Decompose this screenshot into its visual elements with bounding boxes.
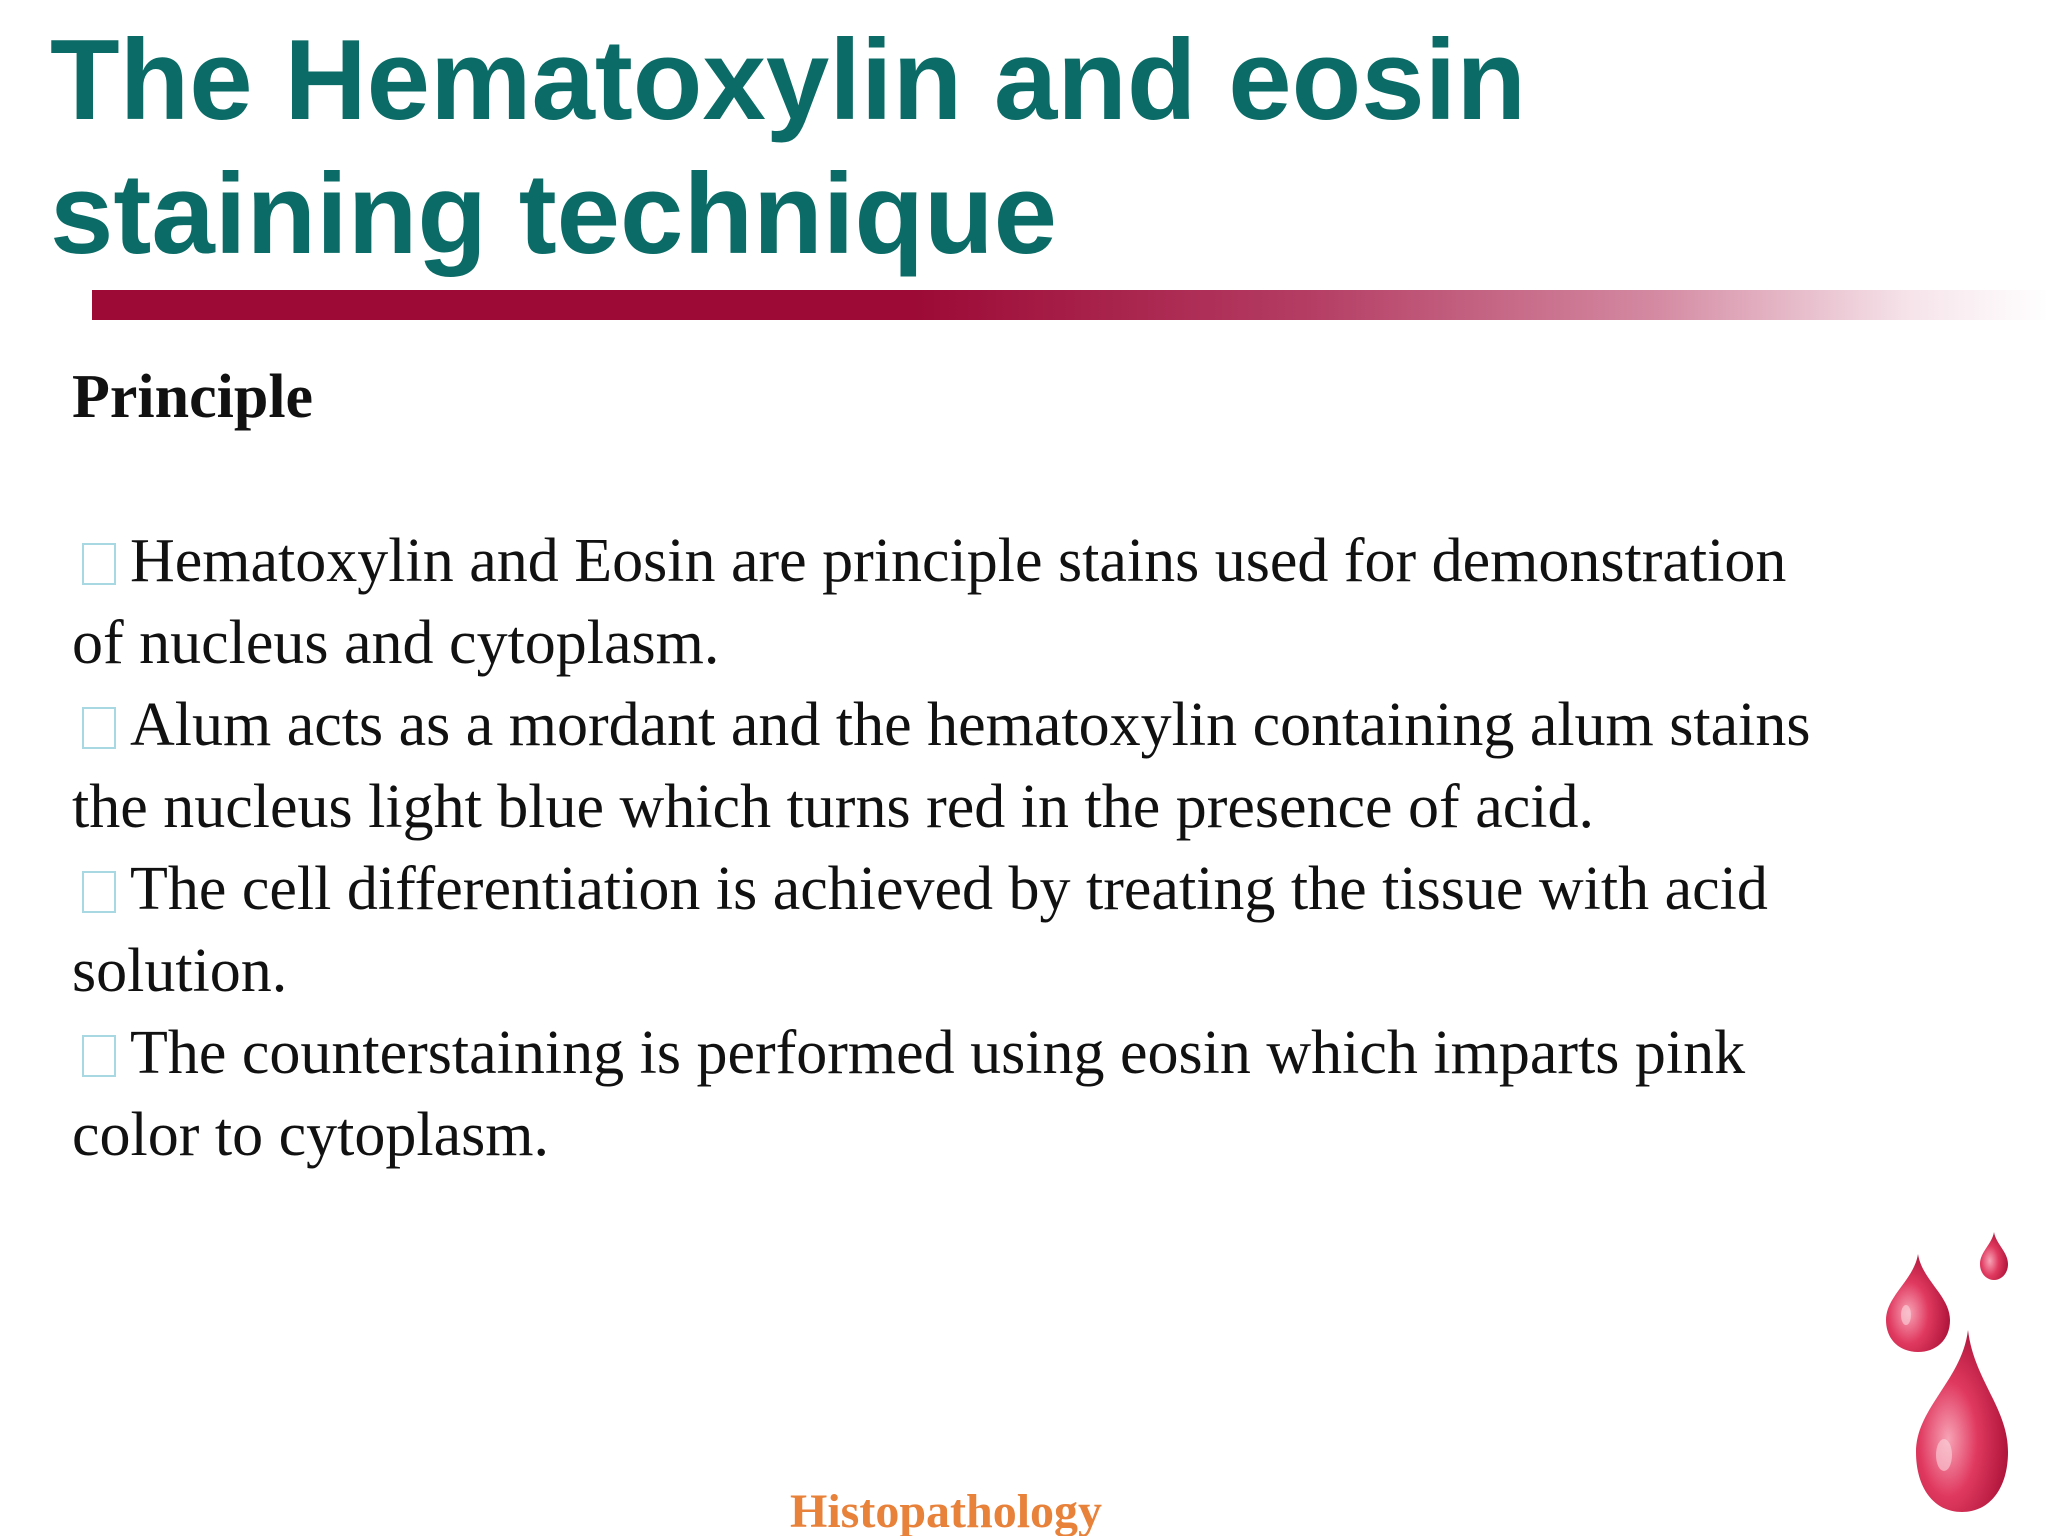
bullet-text-continued: color to cytoplasm.	[72, 1101, 549, 1169]
bullet-item	[72, 684, 2012, 848]
slide-title	[50, 14, 1750, 282]
bullet-text-continued: solution.	[72, 937, 288, 1005]
bullet-item	[72, 1012, 2012, 1176]
checkbox-square-icon	[82, 871, 116, 913]
checkbox-square-icon	[82, 543, 116, 585]
checkbox-square-icon	[82, 1035, 116, 1077]
bullet-item	[72, 520, 2012, 684]
title-line-1: The Hematoxylin and eosin	[50, 17, 1526, 144]
blood-drops-icon	[1870, 1230, 2010, 1520]
bullet-text: Hematoxylin and Eosin are principle stains used for demonstration	[130, 527, 1787, 595]
bullet-text-continued: of nucleus and cytoplasm.	[72, 609, 720, 677]
bullet-text-continued: the nucleus light blue which turns red in the presence of acid.	[72, 773, 1594, 841]
title-divider	[92, 290, 2048, 320]
bullet-list	[72, 520, 2012, 1176]
checkbox-square-icon	[82, 707, 116, 749]
bullet-text: The cell differentiation is achieved by treating the tissue with acid	[130, 855, 1768, 923]
bullet-item	[72, 848, 2012, 1012]
title-line-2: staining technique	[50, 151, 1058, 278]
bullet-text: The counterstaining is performed using eosin which imparts pink	[130, 1019, 1746, 1087]
footer-label: Histopathology	[790, 1485, 1103, 1536]
section-heading: Principle	[72, 363, 314, 431]
bullet-text: Alum acts as a mordant and the hematoxylin containing alum stains	[130, 691, 1811, 759]
